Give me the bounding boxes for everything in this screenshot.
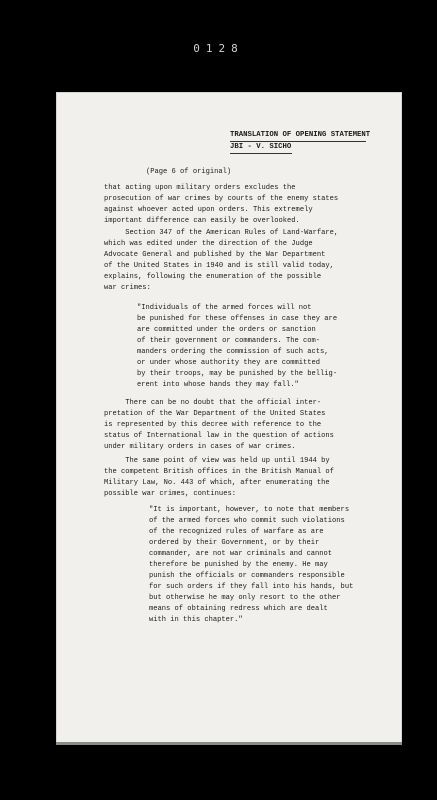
paragraph-line: important difference can easily be overlooked.	[104, 217, 300, 225]
paragraph-line: that acting upon military orders excludes the	[104, 184, 296, 192]
quote-line: means of obtaining redress which are dealt	[149, 605, 328, 613]
quote-line: of the recognized rules of warfare as are	[149, 528, 324, 536]
quote-line: be punished for these offenses in case they are	[137, 315, 338, 323]
page-edge	[56, 742, 402, 745]
quote-line: but otherwise he may only resort to the other	[149, 594, 341, 602]
paragraph-line: of the United States in 1940 and is still valid today,	[104, 262, 334, 270]
header-underline-2	[230, 153, 292, 154]
header-title-line2: JBI - V. SICHO	[230, 143, 292, 151]
quote-line: "It is important, however, to note that members	[149, 506, 350, 514]
quote-line: are committed under the orders or sanction	[137, 326, 316, 334]
quote-line: manders ordering the commission of such acts,	[137, 348, 329, 356]
quote-line: by their troops, may be punished by the bellig-	[137, 370, 338, 378]
paragraph-line: Section 347 of the American Rules of Land-Warfare,	[104, 229, 339, 237]
paragraph-line: war crimes:	[104, 284, 151, 292]
paragraph-line: is represented by this decree with reference to the	[104, 421, 322, 429]
quote-line: punish the officials or commanders responsible	[149, 572, 345, 580]
quote-line: erent into whose hands they may fall."	[137, 381, 299, 389]
header-title-line1: TRANSLATION OF OPENING STATEMENT	[230, 131, 371, 139]
paragraph-line: against whoever acted upon orders. This extremely	[104, 206, 313, 214]
quote-line: or under whose authority they are committed	[137, 359, 321, 367]
paragraph-line: explains, following the enumeration of the possible	[104, 273, 322, 281]
paragraph-line: the competent British offices in the British Manual of	[104, 468, 334, 476]
paragraph-line: There can be no doubt that the official inter-	[104, 399, 322, 407]
quote-line: ordered by their Government, or by their	[149, 539, 320, 547]
paragraph-line: Advocate General and published by the War Department	[104, 251, 326, 259]
paragraph-line: under military orders in cases of war crimes.	[104, 443, 296, 451]
paragraph-line: The same point of view was held up until 1944 by	[104, 457, 330, 465]
paragraph-line: prosecution of war crimes by courts of the enemy states	[104, 195, 339, 203]
quote-line: for such orders if they fall into his hands, but	[149, 583, 354, 591]
paragraph-line: which was edited under the direction of the Judge	[104, 240, 313, 248]
quote-line: "Individuals of the armed forces will not	[137, 304, 312, 312]
page-note: (Page 6 of original)	[146, 168, 232, 176]
paragraph-line: possible war crimes, continues:	[104, 490, 236, 498]
quote-line: of their government or commanders. The com-	[137, 337, 321, 345]
paragraph-line: pretation of the War Department of the United States	[104, 410, 326, 418]
quote-line: with in this chapter."	[149, 616, 243, 624]
quote-line: therefore be punished by the enemy. He may	[149, 561, 328, 569]
paragraph-line: Military Law, No. 443 of which, after enumerating the	[104, 479, 330, 487]
page-number: 0128	[193, 42, 244, 55]
quote-line: commander, are not war criminals and cannot	[149, 550, 333, 558]
paragraph-line: status of International law in the question of actions	[104, 432, 334, 440]
quote-line: of the armed forces who commit such violations	[149, 517, 345, 525]
